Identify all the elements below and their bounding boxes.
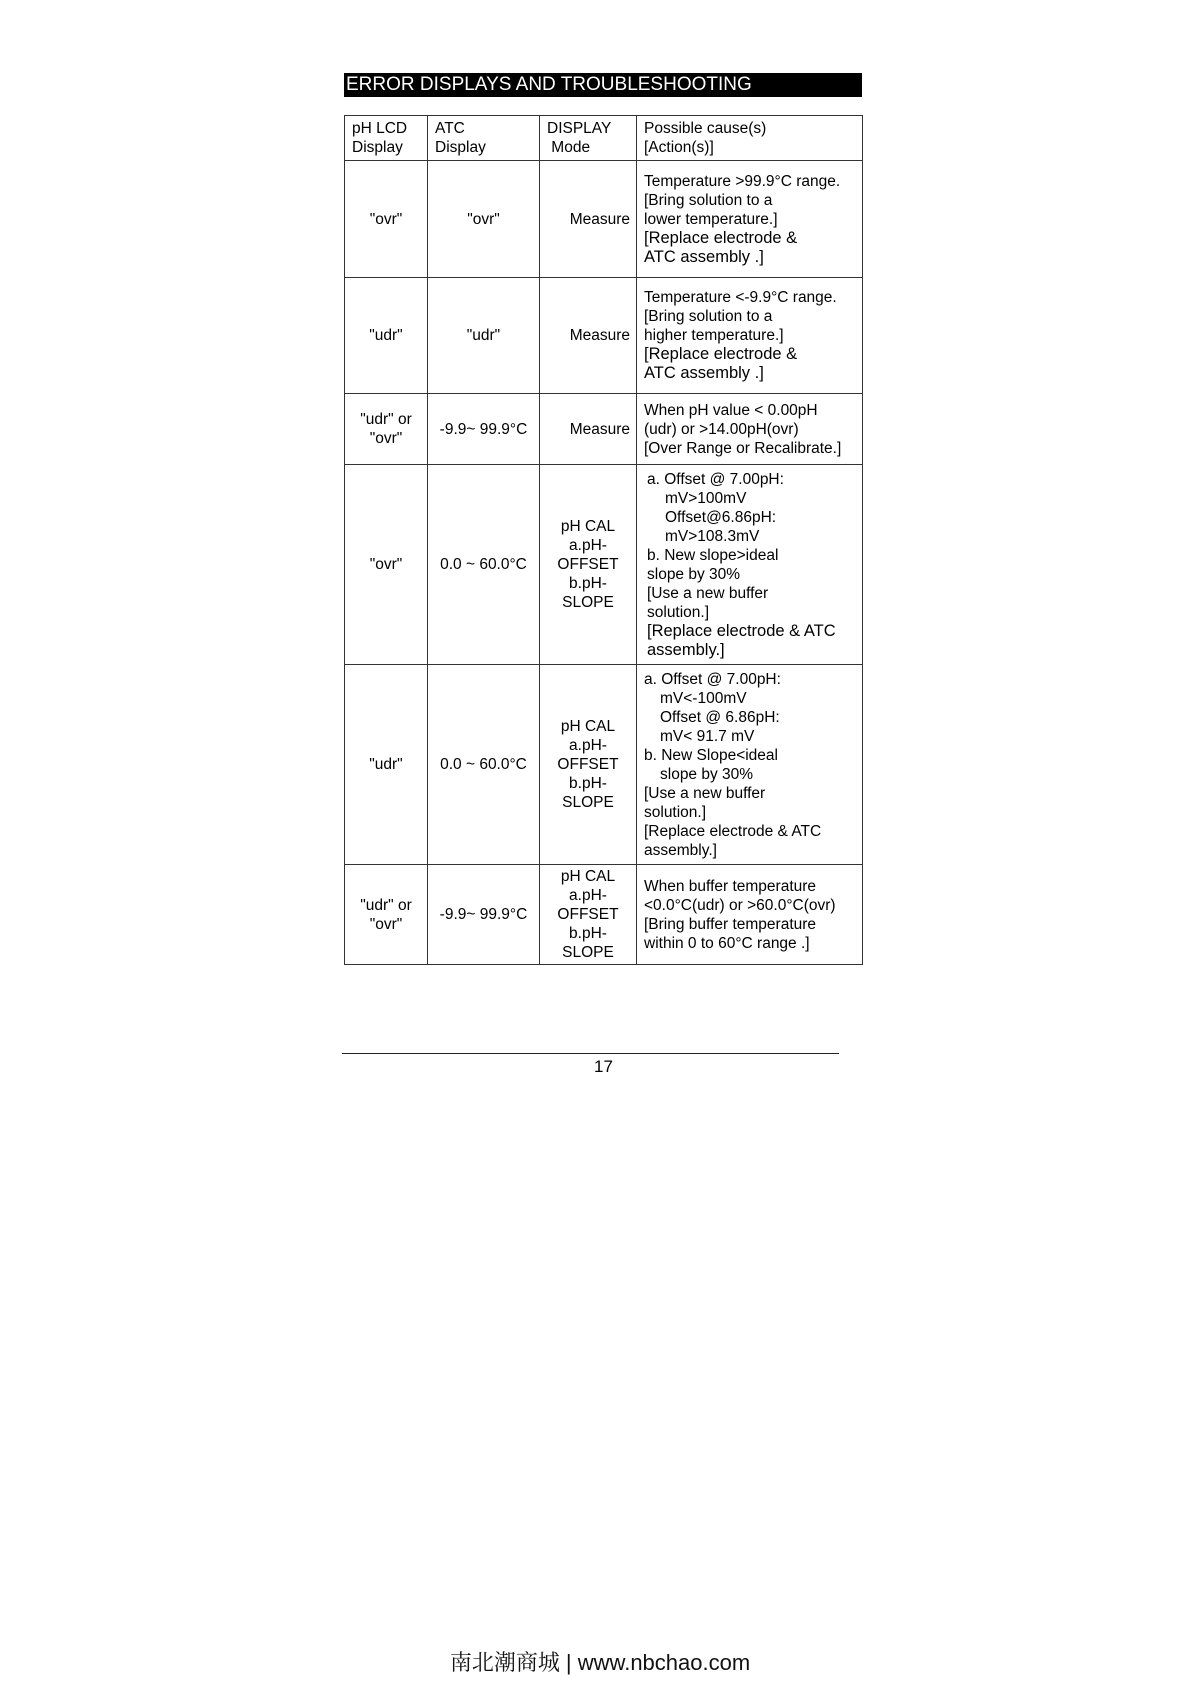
cell-cause: a. Offset @ 7.00pH: mV<-100mV Offset @ 6.86pH: mV< 91.7 mV b. New Slope<ideal slope by 30% [Use a new buffer solution.] [Replace electrode & ATC assembly.] xyxy=(637,665,863,865)
cell-cause: Temperature <-9.9°C range. [Bring solution to a higher temperature.] [Replace electrode & ATC assembly .] xyxy=(637,278,863,394)
cell-ph-lcd: "ovr" xyxy=(345,161,428,278)
header-atc-display: ATC Display xyxy=(428,116,540,161)
cell-cause: When buffer temperature <0.0°C(udr) or >60.0°C(ovr) [Bring buffer temperature within 0 to 60°C range .] xyxy=(637,865,863,965)
table-row xyxy=(345,465,863,665)
cell-mode: Measure xyxy=(540,161,637,278)
cell-atc: 0.0 ~ 60.0°C xyxy=(428,665,540,865)
error-table xyxy=(344,115,863,965)
header-possible-causes: Possible cause(s) [Action(s)] xyxy=(637,116,863,161)
cell-atc: "udr" xyxy=(428,278,540,394)
header-ph-lcd-display: pH LCD Display xyxy=(345,116,428,161)
cell-mode: Measure xyxy=(540,394,637,465)
cell-ph-lcd: "udr" or "ovr" xyxy=(345,865,428,965)
cell-ph-lcd: "ovr" xyxy=(345,465,428,665)
cell-cause: Temperature >99.9°C range. [Bring solution to a lower temperature.] [Replace electrode & ATC assembly .] xyxy=(637,161,863,278)
table-row xyxy=(345,161,863,278)
cell-cause: a. Offset @ 7.00pH: mV>100mV Offset@6.86pH: mV>108.3mV b. New slope>ideal slope by 30% [Use a new buffer solution.] [Replace electrode & ATC assembly.] xyxy=(637,465,863,665)
cell-atc: -9.9~ 99.9°C xyxy=(428,865,540,965)
site-watermark: 南北潮商城 | www.nbchao.com xyxy=(449,1650,751,1675)
cell-ph-lcd: "udr" xyxy=(345,665,428,865)
table-row xyxy=(345,665,863,865)
section-title: ERROR DISPLAYS AND TROUBLESHOOTING xyxy=(344,73,862,97)
table-row xyxy=(345,865,863,965)
cell-mode: pH CAL a.pH- OFFSET b.pH- SLOPE xyxy=(540,465,637,665)
cell-mode: pH CAL a.pH- OFFSET b.pH- SLOPE xyxy=(540,665,637,865)
footer-divider xyxy=(342,1053,839,1054)
header-display-mode: DISPLAY Mode xyxy=(540,116,637,161)
table-row xyxy=(345,394,863,465)
cell-mode: Measure xyxy=(540,278,637,394)
cell-atc: -9.9~ 99.9°C xyxy=(428,394,540,465)
page-number: 17 xyxy=(594,1057,613,1076)
cell-atc: "ovr" xyxy=(428,161,540,278)
cell-ph-lcd: "udr" xyxy=(345,278,428,394)
cell-cause: When pH value < 0.00pH (udr) or >14.00pH(ovr) [Over Range or Recalibrate.] xyxy=(637,394,863,465)
table-row xyxy=(345,278,863,394)
table-header-row xyxy=(345,116,863,161)
cell-atc: 0.0 ~ 60.0°C xyxy=(428,465,540,665)
cell-mode: pH CAL a.pH- OFFSET b.pH- SLOPE xyxy=(540,865,637,965)
cell-ph-lcd: "udr" or "ovr" xyxy=(345,394,428,465)
